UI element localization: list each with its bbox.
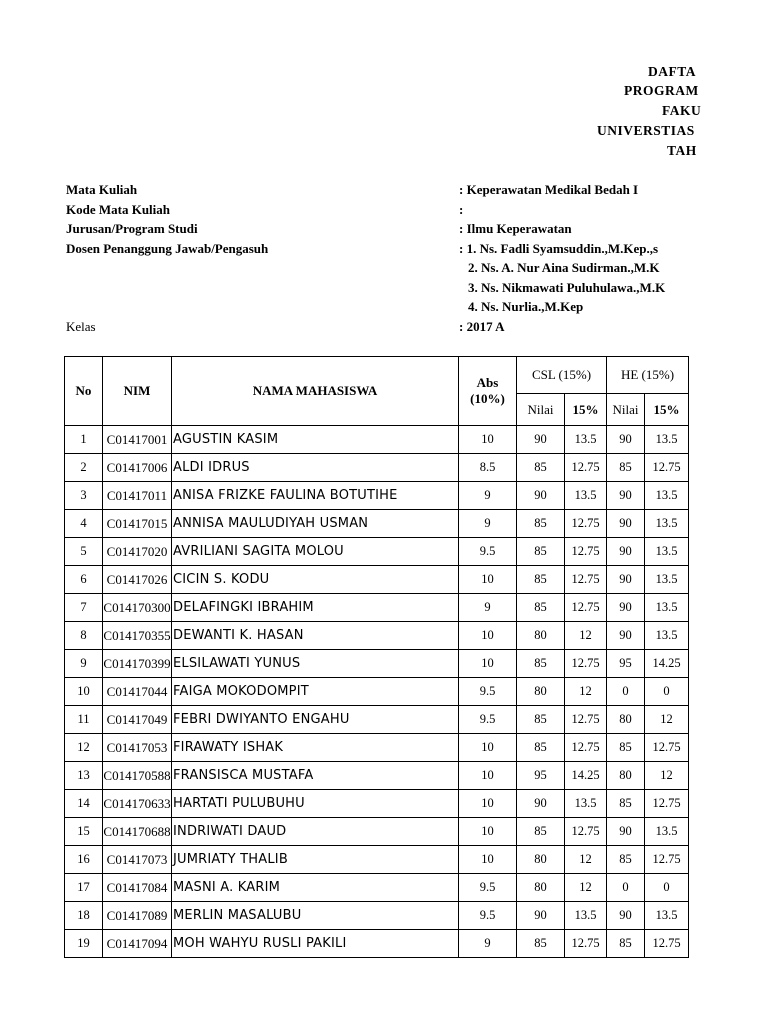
row-nim: C01417053 — [103, 734, 172, 762]
row-he-pct: 13.5 — [645, 622, 689, 650]
table-row — [65, 902, 689, 930]
dosen-value-4: 4. Ns. Nurlia.,M.Kep — [468, 299, 584, 314]
row-he-pct: 12.75 — [645, 930, 689, 958]
table-row — [65, 818, 689, 846]
row-abs: 10 — [459, 818, 517, 846]
table-row — [65, 930, 689, 958]
col-header-nim: NIM — [103, 357, 172, 426]
row-csl-nilai: 85 — [517, 650, 565, 678]
col-header-csl-pct: 15% — [565, 394, 607, 426]
table-row — [65, 734, 689, 762]
row-he-nilai: 90 — [607, 622, 645, 650]
table-row — [65, 426, 689, 454]
row-name: INDRIWATI DAUD — [172, 818, 459, 846]
row-name: AVRILIANI SAGITA MOLOU — [172, 538, 459, 566]
dosen-value-2: 2. Ns. A. Nur Aina Sudirman.,M.K — [468, 260, 660, 275]
col-header-abs: Abs (10%) — [459, 357, 517, 426]
row-abs: 10 — [459, 846, 517, 874]
row-nim: C01417011 — [103, 482, 172, 510]
row-number: 16 — [65, 846, 103, 874]
row-nim: C014170588 — [103, 762, 172, 790]
row-nim: C01417049 — [103, 706, 172, 734]
row-he-nilai: 90 — [607, 818, 645, 846]
row-he-nilai: 90 — [607, 426, 645, 454]
row-abs: 10 — [459, 790, 517, 818]
row-name: ALDI IDRUS — [172, 454, 459, 482]
row-nim: C014170355 — [103, 622, 172, 650]
col-header-nama: NAMA MAHASISWA — [172, 357, 459, 426]
row-he-pct: 12.75 — [645, 790, 689, 818]
row-csl-nilai: 90 — [517, 790, 565, 818]
row-he-nilai: 85 — [607, 454, 645, 482]
table-row — [65, 594, 689, 622]
row-nim: C01417044 — [103, 678, 172, 706]
row-csl-pct: 13.5 — [565, 426, 607, 454]
row-abs: 9.5 — [459, 874, 517, 902]
table-body — [65, 426, 689, 958]
row-csl-nilai: 80 — [517, 846, 565, 874]
row-csl-pct: 12.75 — [565, 510, 607, 538]
row-he-nilai: 85 — [607, 846, 645, 874]
row-abs: 10 — [459, 622, 517, 650]
row-abs: 9 — [459, 594, 517, 622]
col-header-csl: CSL (15%) — [517, 357, 607, 394]
row-name: DELAFINGKI IBRAHIM — [172, 594, 459, 622]
row-csl-nilai: 90 — [517, 902, 565, 930]
row-name: ANNISA MAULUDIYAH USMAN — [172, 510, 459, 538]
row-number: 5 — [65, 538, 103, 566]
row-name: JUMRIATY THALIB — [172, 846, 459, 874]
row-nim: C014170399 — [103, 650, 172, 678]
header-line-3: FAKU — [662, 103, 702, 118]
header-line-1: DAFTA — [648, 64, 696, 79]
row-abs: 9 — [459, 510, 517, 538]
row-csl-pct: 12 — [565, 874, 607, 902]
row-he-nilai: 80 — [607, 762, 645, 790]
table-row — [65, 790, 689, 818]
grade-table — [64, 356, 689, 958]
row-number: 6 — [65, 566, 103, 594]
row-csl-nilai: 85 — [517, 510, 565, 538]
table-row — [65, 510, 689, 538]
row-csl-pct: 12.75 — [565, 454, 607, 482]
header-line-4: UNIVERSTIAS — [597, 123, 695, 138]
row-he-pct: 12 — [645, 762, 689, 790]
row-csl-nilai: 80 — [517, 622, 565, 650]
table-row — [65, 566, 689, 594]
row-he-pct: 13.5 — [645, 510, 689, 538]
row-number: 9 — [65, 650, 103, 678]
row-number: 8 — [65, 622, 103, 650]
row-csl-pct: 13.5 — [565, 790, 607, 818]
row-number: 13 — [65, 762, 103, 790]
header-line-2: PROGRAM — [624, 83, 699, 98]
row-nim: C01417001 — [103, 426, 172, 454]
table-row — [65, 846, 689, 874]
row-csl-nilai: 85 — [517, 734, 565, 762]
row-he-nilai: 90 — [607, 566, 645, 594]
row-name: AGUSTIN KASIM — [172, 426, 459, 454]
row-name: MASNI A. KARIM — [172, 874, 459, 902]
row-abs: 9.5 — [459, 902, 517, 930]
row-nim: C01417094 — [103, 930, 172, 958]
row-csl-nilai: 95 — [517, 762, 565, 790]
row-abs: 10 — [459, 426, 517, 454]
table-row — [65, 482, 689, 510]
row-csl-pct: 14.25 — [565, 762, 607, 790]
col-header-he-pct: 15% — [645, 394, 689, 426]
row-csl-pct: 12.75 — [565, 706, 607, 734]
row-number: 4 — [65, 510, 103, 538]
row-number: 11 — [65, 706, 103, 734]
row-csl-pct: 12.75 — [565, 930, 607, 958]
row-csl-nilai: 85 — [517, 818, 565, 846]
row-name: DEWANTI K. HASAN — [172, 622, 459, 650]
row-he-nilai: 0 — [607, 678, 645, 706]
row-csl-pct: 12.75 — [565, 650, 607, 678]
row-he-pct: 13.5 — [645, 566, 689, 594]
row-nim: C01417073 — [103, 846, 172, 874]
row-csl-pct: 12.75 — [565, 538, 607, 566]
row-number: 12 — [65, 734, 103, 762]
row-number: 17 — [65, 874, 103, 902]
mata-kuliah-label: Mata Kuliah — [66, 182, 138, 197]
row-name: CICIN S. KODU — [172, 566, 459, 594]
kode-value: : — [459, 202, 464, 217]
row-name: FIRAWATY ISHAK — [172, 734, 459, 762]
table-row — [65, 762, 689, 790]
row-name: HARTATI PULUBUHU — [172, 790, 459, 818]
row-he-nilai: 90 — [607, 538, 645, 566]
row-csl-nilai: 90 — [517, 482, 565, 510]
row-he-pct: 13.5 — [645, 482, 689, 510]
row-name: MERLIN MASALUBU — [172, 902, 459, 930]
kelas-label: Kelas — [66, 319, 96, 334]
row-abs: 10 — [459, 734, 517, 762]
row-abs: 8.5 — [459, 454, 517, 482]
table-row — [65, 678, 689, 706]
row-he-pct: 12.75 — [645, 454, 689, 482]
row-he-pct: 13.5 — [645, 818, 689, 846]
row-name: MOH WAHYU RUSLI PAKILI — [172, 930, 459, 958]
row-nim: C01417006 — [103, 454, 172, 482]
row-number: 10 — [65, 678, 103, 706]
row-abs: 9 — [459, 930, 517, 958]
row-abs: 10 — [459, 762, 517, 790]
row-number: 1 — [65, 426, 103, 454]
row-csl-nilai: 85 — [517, 454, 565, 482]
row-nim: C01417084 — [103, 874, 172, 902]
table-row — [65, 622, 689, 650]
row-abs: 9 — [459, 482, 517, 510]
table-row — [65, 706, 689, 734]
row-nim: C01417020 — [103, 538, 172, 566]
row-abs: 10 — [459, 566, 517, 594]
row-he-pct: 13.5 — [645, 538, 689, 566]
row-he-nilai: 90 — [607, 902, 645, 930]
kelas-value: : 2017 A — [459, 319, 505, 334]
row-he-pct: 12.75 — [645, 846, 689, 874]
row-abs: 9.5 — [459, 706, 517, 734]
row-csl-pct: 12 — [565, 846, 607, 874]
row-abs: 10 — [459, 650, 517, 678]
table-row — [65, 874, 689, 902]
dosen-value-1: : 1. Ns. Fadli Syamsuddin.,M.Kep.,s — [459, 241, 659, 256]
row-he-nilai: 85 — [607, 734, 645, 762]
row-he-nilai: 90 — [607, 482, 645, 510]
row-number: 2 — [65, 454, 103, 482]
kode-label: Kode Mata Kuliah — [66, 202, 171, 217]
row-he-pct: 14.25 — [645, 650, 689, 678]
mata-kuliah-value: : Keperawatan Medikal Bedah I — [459, 182, 639, 197]
row-he-pct: 12 — [645, 706, 689, 734]
row-number: 7 — [65, 594, 103, 622]
row-he-pct: 0 — [645, 678, 689, 706]
row-csl-nilai: 85 — [517, 930, 565, 958]
row-csl-nilai: 80 — [517, 678, 565, 706]
row-csl-pct: 13.5 — [565, 902, 607, 930]
row-csl-pct: 12 — [565, 678, 607, 706]
row-he-pct: 13.5 — [645, 426, 689, 454]
row-number: 19 — [65, 930, 103, 958]
col-header-he: HE (15%) — [607, 357, 689, 394]
col-header-no: No — [65, 357, 103, 426]
row-nim: C01417089 — [103, 902, 172, 930]
row-csl-nilai: 85 — [517, 706, 565, 734]
row-csl-pct: 12 — [565, 622, 607, 650]
jurusan-label: Jurusan/Program Studi — [66, 221, 198, 236]
table-row — [65, 454, 689, 482]
row-abs: 9.5 — [459, 538, 517, 566]
row-he-nilai: 85 — [607, 930, 645, 958]
row-name: ELSILAWATI YUNUS — [172, 650, 459, 678]
row-number: 15 — [65, 818, 103, 846]
row-csl-nilai: 85 — [517, 538, 565, 566]
row-csl-pct: 13.5 — [565, 482, 607, 510]
jurusan-value: : Ilmu Keperawatan — [459, 221, 572, 236]
row-csl-nilai: 90 — [517, 426, 565, 454]
row-name: ANISA FRIZKE FAULINA BOTUTIHE — [172, 482, 459, 510]
row-he-pct: 13.5 — [645, 902, 689, 930]
dosen-label: Dosen Penanggung Jawab/Pengasuh — [66, 241, 269, 256]
row-nim: C014170300 — [103, 594, 172, 622]
row-number: 14 — [65, 790, 103, 818]
row-csl-pct: 12.75 — [565, 594, 607, 622]
row-csl-nilai: 80 — [517, 874, 565, 902]
row-he-pct: 13.5 — [645, 594, 689, 622]
row-name: FEBRI DWIYANTO ENGAHU — [172, 706, 459, 734]
table-row — [65, 650, 689, 678]
row-he-nilai: 85 — [607, 790, 645, 818]
row-csl-pct: 12.75 — [565, 734, 607, 762]
row-number: 18 — [65, 902, 103, 930]
table-row — [65, 538, 689, 566]
row-nim: C014170633 — [103, 790, 172, 818]
row-name: FAIGA MOKODOMPIT — [172, 678, 459, 706]
row-he-pct: 12.75 — [645, 734, 689, 762]
row-name: FRANSISCA MUSTAFA — [172, 762, 459, 790]
header-line-5: TAH — [667, 143, 697, 158]
row-csl-nilai: 85 — [517, 594, 565, 622]
row-nim: C014170688 — [103, 818, 172, 846]
row-nim: C01417015 — [103, 510, 172, 538]
row-csl-pct: 12.75 — [565, 818, 607, 846]
col-header-he-nilai: Nilai — [607, 394, 645, 426]
row-number: 3 — [65, 482, 103, 510]
col-header-csl-nilai: Nilai — [517, 394, 565, 426]
row-he-nilai: 0 — [607, 874, 645, 902]
row-csl-nilai: 85 — [517, 566, 565, 594]
row-nim: C01417026 — [103, 566, 172, 594]
dosen-value-3: 3. Ns. Nikmawati Puluhulawa.,M.K — [468, 280, 666, 295]
row-abs: 9.5 — [459, 678, 517, 706]
row-he-nilai: 80 — [607, 706, 645, 734]
row-he-nilai: 90 — [607, 510, 645, 538]
row-he-pct: 0 — [645, 874, 689, 902]
row-csl-pct: 12.75 — [565, 566, 607, 594]
row-he-nilai: 90 — [607, 594, 645, 622]
row-he-nilai: 95 — [607, 650, 645, 678]
